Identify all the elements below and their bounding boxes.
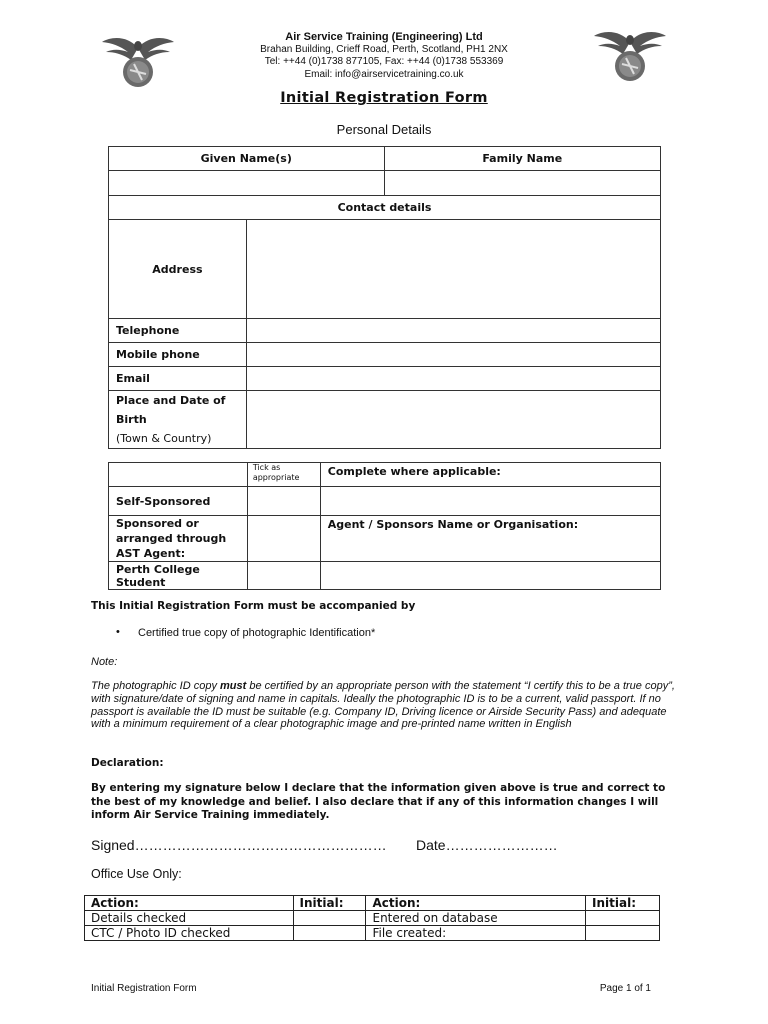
- telephone-field[interactable]: [246, 319, 660, 343]
- office-initial-cell[interactable]: [586, 926, 660, 941]
- complete-header: Complete where applicable:: [320, 463, 660, 487]
- company-name: Air Service Training (Engineering) Ltd: [285, 31, 483, 43]
- birth-label-main: Place and Date of Birth: [116, 394, 226, 426]
- office-use-label: Office Use Only:: [91, 867, 182, 881]
- eagle-logo-left: [98, 30, 178, 90]
- date-line[interactable]: Date……………………: [416, 837, 558, 853]
- birth-field[interactable]: [246, 391, 660, 449]
- email-field[interactable]: [246, 367, 660, 391]
- office-header-action-2: Action:: [366, 896, 586, 911]
- birth-label: [109, 391, 247, 449]
- agent-name-field[interactable]: Agent / Sponsors Name or Organisation:: [320, 516, 660, 562]
- accompany-bullet: Certified true copy of photographic Identification*: [138, 627, 376, 639]
- office-header-action-1: Action:: [85, 896, 294, 911]
- office-initial-cell[interactable]: [293, 926, 366, 941]
- address-label: Address: [109, 220, 247, 319]
- family-name-field[interactable]: [384, 171, 661, 196]
- given-names-field[interactable]: [109, 171, 385, 196]
- family-name-header: Family Name: [384, 147, 661, 171]
- address-field[interactable]: [246, 220, 660, 319]
- perth-college-label: Perth College Student: [109, 562, 248, 590]
- office-action-details-checked: Details checked: [85, 911, 294, 926]
- agent-sponsored-label: Sponsored or arranged through AST Agent:: [109, 516, 248, 562]
- personal-details-table: [108, 146, 661, 449]
- tick-header: Tick as appropriate: [247, 463, 320, 487]
- note-text-pre: The photographic ID copy: [91, 680, 221, 692]
- office-action-ctc-checked: CTC / Photo ID checked: [85, 926, 294, 941]
- contact-details-header: Contact details: [109, 196, 661, 220]
- footer-page-number: Page 1 of 1: [599, 983, 651, 994]
- office-action-file-created: File created:: [366, 926, 586, 941]
- office-action-entered-database: Entered on database: [366, 911, 586, 926]
- section-title: Personal Details: [336, 122, 432, 137]
- note-text: [91, 680, 681, 731]
- note-text-must: must: [220, 680, 247, 692]
- office-header-initial-1: Initial:: [293, 896, 366, 911]
- telephone-label: Telephone: [109, 319, 247, 343]
- agent-sponsored-tick[interactable]: [247, 516, 320, 562]
- sponsorship-table: [108, 462, 661, 590]
- mobile-field[interactable]: [246, 343, 660, 367]
- office-initial-cell[interactable]: [293, 911, 366, 926]
- mobile-label: Mobile phone: [109, 343, 247, 367]
- perth-college-details[interactable]: [320, 562, 660, 590]
- declaration-text: By entering my signature below I declare that the information given above is true and correct to the best of my knowledge and belief. I also declare that if any of this information changes I will inform Air Service Training immediately.: [91, 782, 666, 821]
- note-text-post: be certified by an appropriate person with the statement “I certify this to be a true copy”, with signature/date of signing and name in capitals. Ideally the photographic ID is to be a current, valid passport. If no passport is available the ID must be suitable (e.g. Company ID, Driving licence or Airside Security Pass) and adequate with a minimum requirement of a clear photographic image and pre-printed name written in English: [91, 680, 675, 731]
- birth-label-sub: (Town & Country): [116, 432, 212, 445]
- declaration-label: Declaration:: [91, 757, 164, 769]
- form-title: Initial Registration Form: [280, 90, 488, 106]
- eagle-logo-right: [590, 24, 670, 84]
- sponsor-blank-header: [109, 463, 248, 487]
- self-sponsored-details[interactable]: [320, 487, 660, 516]
- self-sponsored-tick[interactable]: [247, 487, 320, 516]
- perth-college-tick[interactable]: [247, 562, 320, 590]
- given-names-header: Given Name(s): [109, 147, 385, 171]
- note-label: Note:: [91, 656, 118, 668]
- company-address: Brahan Building, Crieff Road, Perth, Scotland, PH1 2NX: [260, 43, 508, 55]
- company-phone-fax: Tel: ++44 (0)1738 877105, Fax: ++44 (0)1738 553369: [264, 56, 504, 67]
- footer-form-name: Initial Registration Form: [91, 983, 197, 994]
- email-label: Email: [109, 367, 247, 391]
- bullet-icon: •: [116, 626, 120, 638]
- office-initial-cell[interactable]: [586, 911, 660, 926]
- letterhead: [200, 31, 568, 81]
- accompany-intro: This Initial Registration Form must be accompanied by: [91, 600, 416, 612]
- office-header-initial-2: Initial:: [586, 896, 660, 911]
- self-sponsored-label: Self-Sponsored: [109, 487, 248, 516]
- office-use-table: [84, 895, 660, 941]
- signed-line[interactable]: Signed………………………………………………: [91, 837, 387, 853]
- company-email: Email: info@airservicetraining.co.uk: [304, 68, 464, 80]
